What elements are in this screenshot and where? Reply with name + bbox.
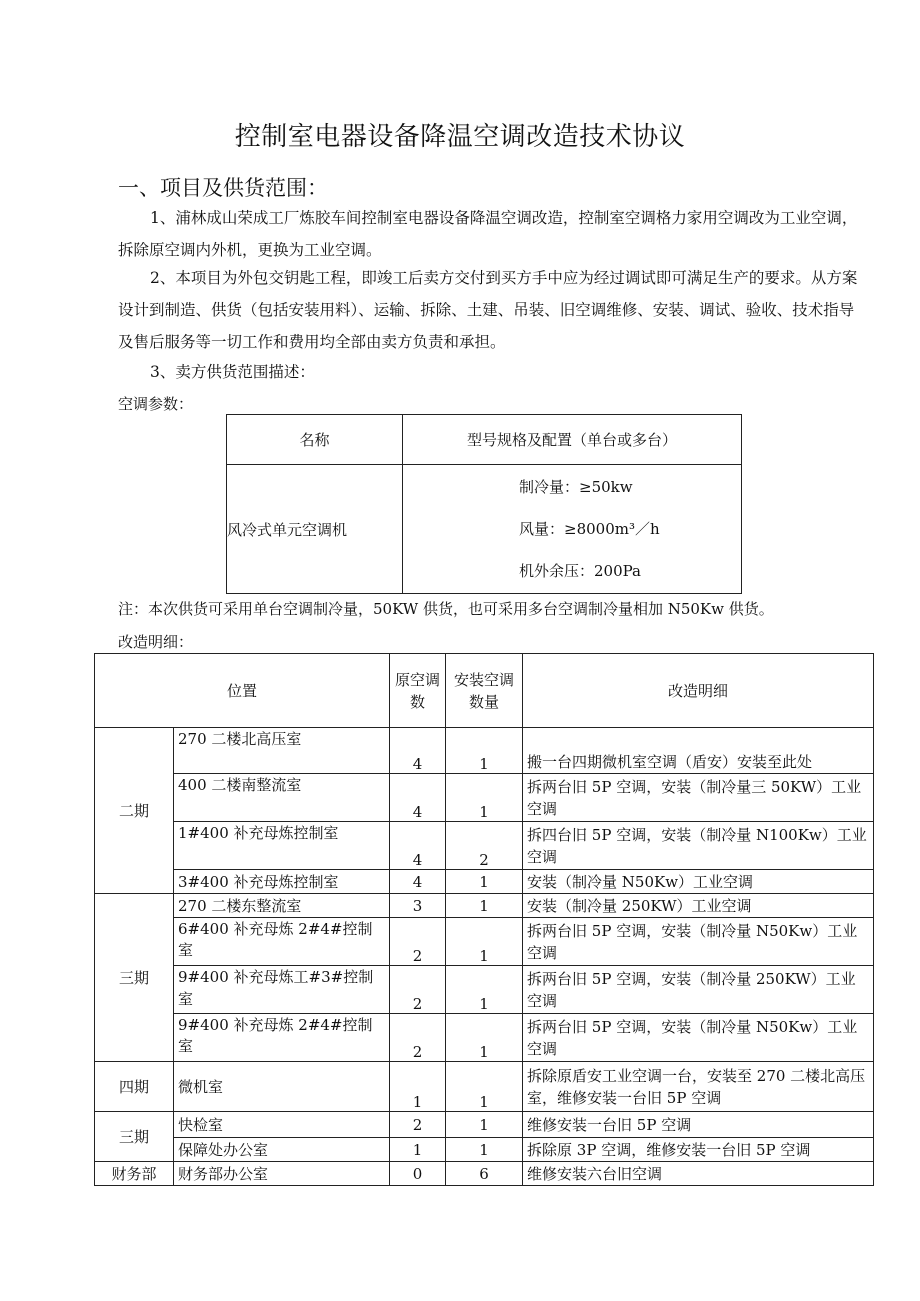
detail-cell: 拆四台旧 5P 空调，安装（制冷量 N100Kw）工业空调 [523,822,874,870]
install-count-cell: 1 [446,894,523,918]
original-count-cell: 4 [390,774,446,822]
original-count-cell: 1 [390,1062,446,1112]
detail-cell: 安装（制冷量 250KW）工业空调 [523,894,874,918]
room-cell: 6#400 补充母炼 2#4#控制室 [174,918,390,966]
table-row [95,1162,874,1186]
room-cell: 270 二楼东整流室 [174,894,390,918]
clause-2: 2、本项目为外包交钥匙工程，即竣工后卖方交付到买方手中应为经过调试即可满足生产的要求。从方案设计到制造、供货（包括安装用料）、运输、拆除、土建、吊装、旧空调维修、安装、调试、验收、技术指导及售后服务等一切工作和费用均全部由卖方负责和承担。 [118,269,858,351]
params-label: 空调参数： [118,395,194,413]
detail-cell: 维修安装六台旧空调 [523,1162,874,1186]
original-count-cell: 0 [390,1162,446,1186]
install-count-cell: 1 [446,918,523,966]
table-row [95,894,874,918]
phase-cell: 三期 [95,1112,174,1162]
spec-pressure: 机外余压：200Pa [519,562,641,580]
install-count-cell: 2 [446,822,523,870]
detail-cell: 拆两台旧 5P 空调，安装（制冷量 N50Kw）工业空调 [523,1014,874,1062]
params-row [227,465,742,594]
clause-3: 3、卖方供货范围描述： [150,363,315,381]
room-cell: 9#400 补充母炼工#3#控制室 [174,966,390,1014]
install-count-cell: 1 [446,1112,523,1138]
detail-cell: 拆除原盾安工业空调一台，安装至 270 二楼北高压室，维修安装一台旧 5P 空调 [523,1062,874,1112]
table-row [95,1112,874,1138]
room-cell: 270 二楼北高压室 [174,728,390,774]
page-title: 控制室电器设备降温空调改造技术协议 [234,122,686,152]
detail-cell: 拆两台旧 5P 空调，安装（制冷量 250KW）工业空调 [523,966,874,1014]
install-count-cell: 1 [446,1062,523,1112]
phase-cell: 财务部 [95,1162,174,1186]
install-count-cell: 1 [446,966,523,1014]
original-count-cell: 4 [390,822,446,870]
original-count-cell: 2 [390,966,446,1014]
phase-cell: 四期 [95,1062,174,1112]
install-count-cell: 1 [446,728,523,774]
room-cell: 9#400 补充母炼 2#4#控制室 [174,1014,390,1062]
original-count-cell: 2 [390,1112,446,1138]
room-cell: 财务部办公室 [174,1162,390,1186]
install-count-cell: 6 [446,1162,523,1186]
table-row [95,870,874,894]
install-count-cell: 1 [446,870,523,894]
install-count-cell: 1 [446,1014,523,1062]
detail-table [94,653,874,1186]
detail-cell: 拆除原 3P 空调，维修安装一台旧 5P 空调 [523,1138,874,1162]
install-count-cell: 1 [446,774,523,822]
detail-cell: 拆两台旧 5P 空调，安装（制冷量 N50Kw）工业空调 [523,918,874,966]
table-row [95,918,874,966]
detail-label: 改造明细： [118,633,194,651]
table-row [95,1062,874,1112]
params-specs [403,465,742,594]
detail-cell: 维修安装一台旧 5P 空调 [523,1112,874,1138]
room-cell: 400 二楼南整流室 [174,774,390,822]
spec-airflow: 风量：≥8000m³／h [519,520,660,538]
table-row [95,1014,874,1062]
original-count-cell: 3 [390,894,446,918]
header-install-count: 安装空调数量 [446,654,523,728]
detail-cell: 拆两台旧 5P 空调，安装（制冷量三 50KW）工业空调 [523,774,874,822]
original-count-cell: 4 [390,870,446,894]
phase-cell: 二期 [95,728,174,894]
room-cell: 快检室 [174,1112,390,1138]
original-count-cell: 2 [390,1014,446,1062]
original-count-cell: 1 [390,1138,446,1162]
table-row [95,728,874,774]
header-original-count: 原空调数 [390,654,446,728]
supply-note: 注：本次供货可采用单台空调制冷量，50KW 供货，也可采用多台空调制冷量相加 N50Kw 供货。 [118,600,774,618]
detail-cell: 搬一台四期微机室空调（盾安）安装至此处 [523,728,874,774]
params-header-row [227,415,742,465]
table-row [95,1138,874,1162]
table-row [95,822,874,870]
params-header-spec: 型号规格及配置（单台或多台） [403,415,742,465]
original-count-cell: 2 [390,918,446,966]
room-cell: 3#400 补充母炼控制室 [174,870,390,894]
params-header-name: 名称 [227,415,403,465]
spec-cooling: 制冷量：≥50kw [519,478,633,496]
table-row [95,966,874,1014]
clause-1: 1、浦林成山荣成工厂炼胶车间控制室电器设备降温空调改造，控制室空调格力家用空调改为工业空调，拆除原空调内外机，更换为工业空调。 [118,209,858,259]
header-location: 位置 [95,654,390,728]
install-count-cell: 1 [446,1138,523,1162]
section-heading: 一、项目及供货范围： [118,176,328,200]
original-count-cell: 4 [390,728,446,774]
header-detail: 改造明细 [523,654,874,728]
params-name: 风冷式单元空调机 [227,465,403,594]
detail-cell: 安装（制冷量 N50Kw）工业空调 [523,870,874,894]
room-cell: 微机室 [174,1062,390,1112]
detail-header-row [95,654,874,728]
params-table [226,414,742,594]
phase-cell: 三期 [95,894,174,1062]
room-cell: 1#400 补充母炼控制室 [174,822,390,870]
room-cell: 保障处办公室 [174,1138,390,1162]
table-row [95,774,874,822]
